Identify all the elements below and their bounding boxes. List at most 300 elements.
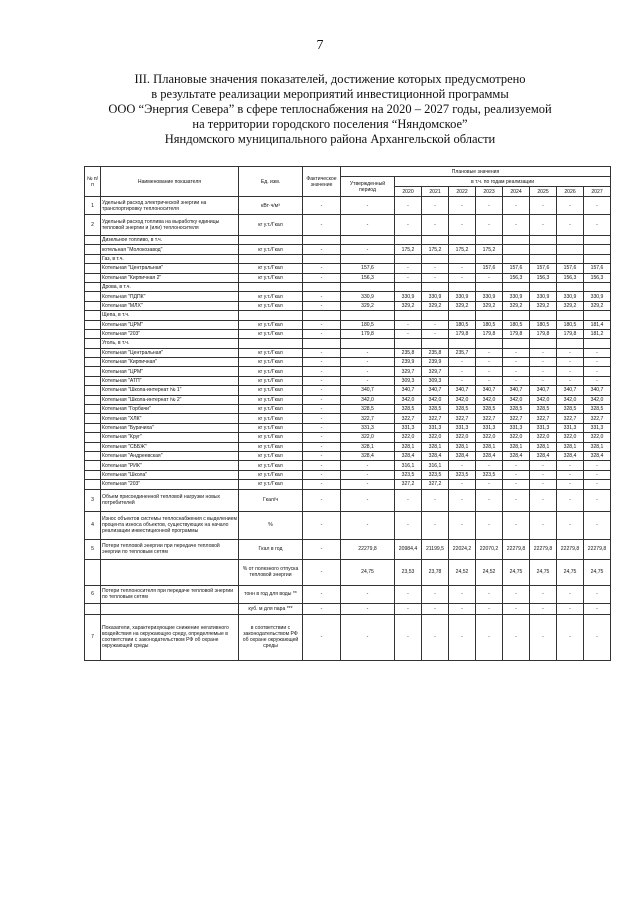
- year-value: 329,2: [530, 301, 557, 310]
- year-value: [449, 236, 476, 245]
- year-value: 180,5: [503, 320, 530, 329]
- year-value: [422, 236, 449, 245]
- year-value: 157,6: [530, 264, 557, 273]
- indicator-name: Котельная "ЦРМ": [101, 320, 239, 329]
- year-value: -: [395, 273, 422, 282]
- year-value: -: [503, 197, 530, 215]
- year-value: -: [557, 511, 584, 539]
- row-number: 1: [85, 197, 101, 215]
- year-value: 157,6: [476, 264, 503, 273]
- year-header: 2026: [557, 187, 584, 197]
- fact-value: -: [303, 559, 341, 585]
- fact-value: -: [303, 603, 341, 614]
- year-value: -: [557, 603, 584, 614]
- year-value: 322,7: [395, 414, 422, 423]
- row-number: [85, 254, 101, 263]
- fact-value: -: [303, 245, 341, 254]
- year-value: -: [449, 215, 476, 236]
- year-value: -: [476, 376, 503, 385]
- fact-value: -: [303, 451, 341, 460]
- row-number: [85, 301, 101, 310]
- year-value: [584, 339, 611, 348]
- indicator-name: Дрова, в т.ч.: [101, 282, 239, 291]
- year-header: 2025: [530, 187, 557, 197]
- unit-cell: кг у.т./Гкал: [239, 329, 303, 338]
- table-row: [85, 348, 611, 357]
- table-row: [85, 292, 611, 301]
- year-value: -: [584, 511, 611, 539]
- year-value: 328,4: [530, 451, 557, 460]
- year-value: 328,5: [584, 405, 611, 414]
- year-value: -: [503, 470, 530, 479]
- year-value: -: [503, 215, 530, 236]
- year-value: -: [503, 367, 530, 376]
- year-value: -: [503, 376, 530, 385]
- year-value: 328,4: [503, 451, 530, 460]
- year-header: 2023: [476, 187, 503, 197]
- year-value: -: [476, 273, 503, 282]
- approved-value: 328,1: [341, 442, 395, 451]
- year-value: 330,9: [530, 292, 557, 301]
- row-number: [85, 329, 101, 338]
- table-row: [85, 264, 611, 273]
- approved-value: 179,8: [341, 329, 395, 338]
- col-unit-header: Ед. изм.: [239, 167, 303, 197]
- year-value: 328,5: [395, 405, 422, 414]
- year-value: 329,2: [476, 301, 503, 310]
- year-value: [503, 311, 530, 320]
- table-row: [85, 367, 611, 376]
- approved-value: -: [341, 511, 395, 539]
- year-value: 322,7: [503, 414, 530, 423]
- year-value: -: [422, 603, 449, 614]
- year-value: -: [530, 585, 557, 603]
- unit-cell: кг у.т./Гкал: [239, 451, 303, 460]
- year-value: 235,8: [395, 348, 422, 357]
- year-value: -: [422, 489, 449, 511]
- row-number: [85, 339, 101, 348]
- approved-value: -: [341, 348, 395, 357]
- indicator-name: Котельная "Центральная": [101, 264, 239, 273]
- year-value: 322,0: [449, 433, 476, 442]
- year-value: [476, 254, 503, 263]
- approved-value: [341, 339, 395, 348]
- year-value: 23,53: [395, 559, 422, 585]
- year-value: -: [530, 614, 557, 660]
- year-value: 322,0: [557, 433, 584, 442]
- year-value: 22279,8: [584, 539, 611, 559]
- indicator-name: Котельная "Круг": [101, 433, 239, 442]
- year-value: 181,4: [584, 320, 611, 329]
- year-value: -: [422, 320, 449, 329]
- year-value: -: [449, 585, 476, 603]
- unit-cell: кВт·ч/м³: [239, 197, 303, 215]
- unit-cell: Гкал в год: [239, 539, 303, 559]
- approved-value: -: [341, 603, 395, 614]
- unit-cell: кг у.т./Гкал: [239, 245, 303, 254]
- indicator-name: Котельная "Бурачиха": [101, 423, 239, 432]
- unit-cell: кг у.т./Гкал: [239, 480, 303, 489]
- year-value: 175,2: [476, 245, 503, 254]
- approved-value: 22279,8: [341, 539, 395, 559]
- table-row: [85, 215, 611, 236]
- approved-value: -: [341, 489, 395, 511]
- row-number: 2: [85, 215, 101, 236]
- table-row: [85, 461, 611, 470]
- row-number: [85, 559, 101, 585]
- indicator-name: Дизельное топливо, в т.ч.: [101, 236, 239, 245]
- year-value: 316,1: [395, 461, 422, 470]
- row-number: [85, 320, 101, 329]
- unit-cell: [239, 339, 303, 348]
- approved-value: -: [341, 358, 395, 367]
- year-value: -: [476, 511, 503, 539]
- year-value: -: [449, 264, 476, 273]
- approved-value: 329,2: [341, 301, 395, 310]
- year-value: 330,9: [395, 292, 422, 301]
- unit-cell: кг у.т./Гкал: [239, 386, 303, 395]
- fact-value: -: [303, 614, 341, 660]
- year-value: 329,7: [395, 367, 422, 376]
- fact-value: -: [303, 414, 341, 423]
- fact-value: -: [303, 367, 341, 376]
- year-value: -: [449, 511, 476, 539]
- year-value: 331,3: [557, 423, 584, 432]
- approved-value: 340,7: [341, 386, 395, 395]
- year-value: -: [422, 273, 449, 282]
- year-value: -: [557, 348, 584, 357]
- year-value: 323,5: [476, 470, 503, 479]
- fact-value: [303, 311, 341, 320]
- indicator-name: Котельная "Кирпичная": [101, 358, 239, 367]
- year-value: 316,1: [422, 461, 449, 470]
- unit-cell: кг у.т./Гкал: [239, 433, 303, 442]
- table-row: [85, 433, 611, 442]
- table-row: [85, 480, 611, 489]
- year-value: 180,5: [449, 320, 476, 329]
- year-value: -: [503, 348, 530, 357]
- year-value: 328,1: [557, 442, 584, 451]
- indicator-name: Котельная "Школа-интернат № 2": [101, 395, 239, 404]
- table-row: [85, 511, 611, 539]
- year-value: -: [476, 614, 503, 660]
- year-value: [557, 339, 584, 348]
- table-row: [85, 339, 611, 348]
- year-value: -: [476, 348, 503, 357]
- year-value: 239,9: [395, 358, 422, 367]
- indicator-name: Щепа, в т.ч.: [101, 311, 239, 320]
- year-value: -: [557, 367, 584, 376]
- year-value: 340,7: [557, 386, 584, 395]
- table-row: [85, 559, 611, 585]
- indicator-name: Потери теплоносителя при передаче тепловой энергии по тепловым сетям: [101, 585, 239, 603]
- year-value: 24,52: [476, 559, 503, 585]
- year-value: 342,0: [503, 395, 530, 404]
- year-value: [395, 339, 422, 348]
- year-value: [557, 245, 584, 254]
- indicator-name: Котельная "МЛХ": [101, 301, 239, 310]
- approved-value: [341, 254, 395, 263]
- table-row: [85, 470, 611, 479]
- year-value: 156,3: [584, 273, 611, 282]
- year-value: [530, 236, 557, 245]
- year-value: 322,7: [449, 414, 476, 423]
- indicator-name: Котельная "Школа": [101, 470, 239, 479]
- unit-cell: кг у.т./Гкал: [239, 470, 303, 479]
- year-value: 329,2: [584, 301, 611, 310]
- fact-value: -: [303, 470, 341, 479]
- fact-value: -: [303, 273, 341, 282]
- unit-cell: %: [239, 511, 303, 539]
- table-row: [85, 539, 611, 559]
- year-value: 239,9: [422, 358, 449, 367]
- unit-cell: кг у.т./Гкал: [239, 264, 303, 273]
- year-value: 322,0: [422, 433, 449, 442]
- year-value: -: [449, 367, 476, 376]
- year-value: -: [449, 489, 476, 511]
- year-value: -: [584, 367, 611, 376]
- year-value: -: [557, 215, 584, 236]
- table-row: [85, 254, 611, 263]
- year-value: 331,3: [395, 423, 422, 432]
- year-header: 2022: [449, 187, 476, 197]
- unit-cell: кг у.т./Гкал: [239, 405, 303, 414]
- year-value: 330,9: [584, 292, 611, 301]
- year-value: -: [449, 603, 476, 614]
- fact-value: -: [303, 442, 341, 451]
- indicators-table: [84, 166, 611, 661]
- fact-value: -: [303, 423, 341, 432]
- year-value: -: [422, 197, 449, 215]
- table-row: [85, 442, 611, 451]
- indicator-name: Объем присоединенной тепловой нагрузки новых потребителей: [101, 489, 239, 511]
- year-value: 322,0: [395, 433, 422, 442]
- year-value: -: [530, 489, 557, 511]
- year-value: -: [449, 197, 476, 215]
- year-value: 340,7: [476, 386, 503, 395]
- unit-cell: [239, 254, 303, 263]
- year-value: 22279,8: [557, 539, 584, 559]
- year-value: 179,8: [449, 329, 476, 338]
- year-value: 342,0: [422, 395, 449, 404]
- indicator-name: Котельная "Школа-интернат № 1": [101, 386, 239, 395]
- year-value: -: [476, 215, 503, 236]
- table-row: [85, 395, 611, 404]
- year-value: 328,4: [449, 451, 476, 460]
- row-number: [85, 376, 101, 385]
- indicator-name: Уголь, в т.ч.: [101, 339, 239, 348]
- year-value: 156,3: [530, 273, 557, 282]
- heading-line: III. Плановые значения показателей, достижение которых предусмотрено: [134, 72, 526, 86]
- indicator-name: [101, 603, 239, 614]
- fact-value: -: [303, 395, 341, 404]
- year-header: 2020: [395, 187, 422, 197]
- year-value: -: [584, 461, 611, 470]
- approved-header: Утвержденный период: [341, 177, 395, 197]
- year-value: -: [584, 348, 611, 357]
- approved-value: 331,3: [341, 423, 395, 432]
- year-value: [557, 254, 584, 263]
- year-value: 24,75: [530, 559, 557, 585]
- year-value: 342,0: [476, 395, 503, 404]
- col-number-header: № п/п: [85, 167, 101, 197]
- approved-value: -: [341, 461, 395, 470]
- by-year-header: в т.ч. по годам реализации: [395, 177, 611, 187]
- year-value: [503, 254, 530, 263]
- year-value: 331,3: [584, 423, 611, 432]
- year-value: 322,7: [530, 414, 557, 423]
- year-value: 322,0: [476, 433, 503, 442]
- approved-value: -: [341, 614, 395, 660]
- fact-value: [303, 236, 341, 245]
- col-name-header: Наименование показателя: [101, 167, 239, 197]
- year-value: [530, 311, 557, 320]
- year-value: -: [395, 489, 422, 511]
- unit-cell: куб. м для пара ***: [239, 603, 303, 614]
- year-value: 329,2: [503, 301, 530, 310]
- row-number: [85, 405, 101, 414]
- year-value: 328,4: [422, 451, 449, 460]
- year-value: 330,9: [503, 292, 530, 301]
- year-value: 322,7: [476, 414, 503, 423]
- year-value: 156,3: [503, 273, 530, 282]
- table-row: [85, 197, 611, 215]
- year-value: 22279,8: [530, 539, 557, 559]
- year-value: 329,2: [422, 301, 449, 310]
- table-row: [85, 282, 611, 291]
- year-value: -: [476, 461, 503, 470]
- fact-value: -: [303, 480, 341, 489]
- col-fact-header: Фактическое значение: [303, 167, 341, 197]
- approved-value: 322,0: [341, 433, 395, 442]
- fact-value: -: [303, 320, 341, 329]
- fact-value: [303, 282, 341, 291]
- year-value: 328,4: [584, 451, 611, 460]
- year-value: -: [395, 320, 422, 329]
- fact-value: -: [303, 264, 341, 273]
- year-value: 328,1: [503, 442, 530, 451]
- year-value: -: [503, 480, 530, 489]
- year-value: -: [422, 215, 449, 236]
- row-number: [85, 358, 101, 367]
- unit-cell: кг у.т./Гкал: [239, 442, 303, 451]
- approved-value: -: [341, 367, 395, 376]
- year-value: -: [503, 603, 530, 614]
- approved-value: 328,4: [341, 451, 395, 460]
- plan-header: Плановые значения: [341, 167, 611, 177]
- year-value: 330,9: [422, 292, 449, 301]
- row-number: [85, 414, 101, 423]
- indicator-name: Котельная "ЦРМ": [101, 367, 239, 376]
- year-value: 328,5: [530, 405, 557, 414]
- approved-value: 328,5: [341, 405, 395, 414]
- indicator-name: Котельная "СББЖ": [101, 442, 239, 451]
- year-value: -: [584, 585, 611, 603]
- year-value: -: [530, 348, 557, 357]
- year-value: 328,1: [530, 442, 557, 451]
- unit-cell: в соответствии с законодательством РФ об охране окружающей среды: [239, 614, 303, 660]
- approved-value: 322,7: [341, 414, 395, 423]
- fact-value: -: [303, 511, 341, 539]
- unit-cell: кг у.т./Гкал: [239, 215, 303, 236]
- year-value: -: [503, 511, 530, 539]
- table-row: [85, 405, 611, 414]
- year-value: 328,5: [449, 405, 476, 414]
- year-value: -: [503, 614, 530, 660]
- indicator-name: Удельный расход топлива на выработку единицы тепловой энергии и (или) теплоносителя: [101, 215, 239, 236]
- approved-value: -: [341, 376, 395, 385]
- year-value: 180,5: [557, 320, 584, 329]
- row-number: [85, 442, 101, 451]
- row-number: 6: [85, 585, 101, 603]
- table-row: [85, 273, 611, 282]
- year-value: -: [584, 197, 611, 215]
- year-value: -: [449, 480, 476, 489]
- year-value: -: [557, 376, 584, 385]
- unit-cell: кг у.т./Гкал: [239, 358, 303, 367]
- year-value: 330,9: [449, 292, 476, 301]
- year-value: -: [530, 461, 557, 470]
- year-value: -: [584, 614, 611, 660]
- year-value: -: [449, 376, 476, 385]
- row-number: 7: [85, 614, 101, 660]
- fact-value: -: [303, 405, 341, 414]
- year-value: 180,5: [476, 320, 503, 329]
- year-value: -: [422, 511, 449, 539]
- year-value: 156,3: [557, 273, 584, 282]
- year-value: 157,6: [584, 264, 611, 273]
- fact-value: -: [303, 301, 341, 310]
- indicator-name: Удельный расход электрической энергии на транспортировку теплоносителя: [101, 197, 239, 215]
- row-number: [85, 245, 101, 254]
- unit-cell: кг у.т./Гкал: [239, 273, 303, 282]
- year-value: 340,7: [422, 386, 449, 395]
- row-number: [85, 433, 101, 442]
- row-number: 4: [85, 511, 101, 539]
- year-value: -: [530, 197, 557, 215]
- year-value: 322,0: [503, 433, 530, 442]
- year-value: -: [557, 480, 584, 489]
- year-value: [557, 236, 584, 245]
- table-row: [85, 245, 611, 254]
- year-value: 323,5: [395, 470, 422, 479]
- year-value: 328,1: [395, 442, 422, 451]
- row-number: 3: [85, 489, 101, 511]
- fact-value: -: [303, 386, 341, 395]
- year-value: [449, 254, 476, 263]
- fact-value: -: [303, 489, 341, 511]
- row-number: 5: [85, 539, 101, 559]
- year-value: 322,7: [422, 414, 449, 423]
- year-value: 330,9: [557, 292, 584, 301]
- year-value: -: [422, 585, 449, 603]
- fact-value: -: [303, 215, 341, 236]
- year-value: 331,3: [530, 423, 557, 432]
- row-number: [85, 451, 101, 460]
- year-value: 21199,5: [422, 539, 449, 559]
- row-number: [85, 273, 101, 282]
- year-value: 323,5: [449, 470, 476, 479]
- year-value: -: [584, 603, 611, 614]
- year-value: 329,2: [557, 301, 584, 310]
- unit-cell: кг у.т./Гкал: [239, 461, 303, 470]
- year-value: 331,3: [449, 423, 476, 432]
- year-value: 24,52: [449, 559, 476, 585]
- year-header: 2027: [584, 187, 611, 197]
- year-value: 340,7: [584, 386, 611, 395]
- year-value: [503, 245, 530, 254]
- year-value: -: [530, 511, 557, 539]
